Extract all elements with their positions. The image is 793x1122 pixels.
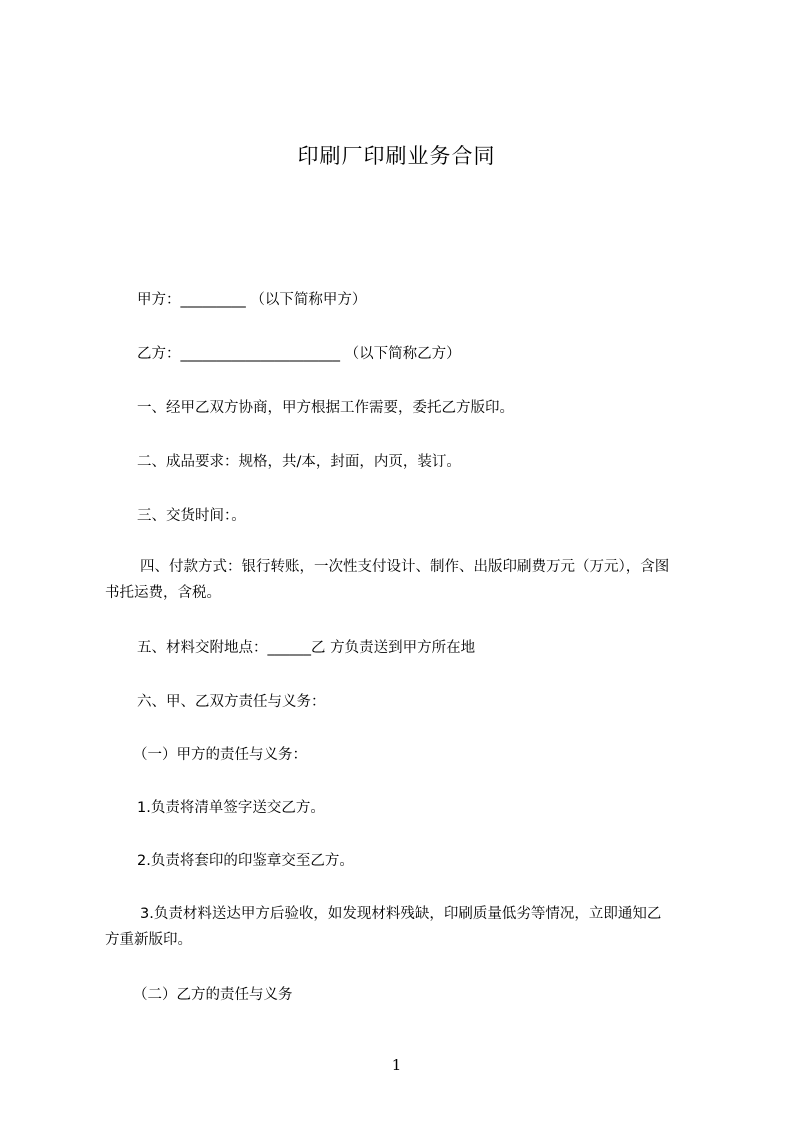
party-a-line: 甲方：_________ （以下简称甲方） bbox=[137, 292, 367, 308]
section-a-heading: （一）甲方的责任与义务： bbox=[133, 747, 307, 763]
section-a-item-2: 2.负责将套印的印鉴章交至乙方。 bbox=[137, 853, 354, 869]
section-a-item-1: 1.负责将清单签字送交乙方。 bbox=[137, 800, 325, 816]
clause-5: 五、材料交附地点：______乙 方负责送到甲方所在地 bbox=[137, 640, 476, 656]
clause-2: 二、成品要求：规格，共/本，封面，内页，装订。 bbox=[137, 454, 461, 470]
clause-6: 六、甲、乙双方责任与义务： bbox=[137, 694, 326, 710]
page-number: 1 bbox=[391, 1056, 402, 1074]
clause-3: 三、交货时间：。 bbox=[137, 508, 246, 524]
clause-1: 一、经甲乙双方协商，甲方根据工作需要，委托乙方版印。 bbox=[137, 400, 514, 416]
section-b-heading: （二）乙方的责任与义务 bbox=[133, 987, 293, 1003]
party-b-line: 乙方：______________________ （以下简称乙方） bbox=[137, 346, 461, 362]
section-a-item-3: 3.负责材料送达甲方后验收，如发现材料残缺，印刷质量低劣等情况，立即通知乙方重新版印。 bbox=[105, 906, 662, 948]
clause-4: 四、付款方式：银行转账，一次性支付设计、制作、出版印刷费万元（万元），含图书托运费，含税。 bbox=[105, 559, 670, 601]
document-title: 印刷厂印刷业务合同 bbox=[297, 144, 496, 168]
